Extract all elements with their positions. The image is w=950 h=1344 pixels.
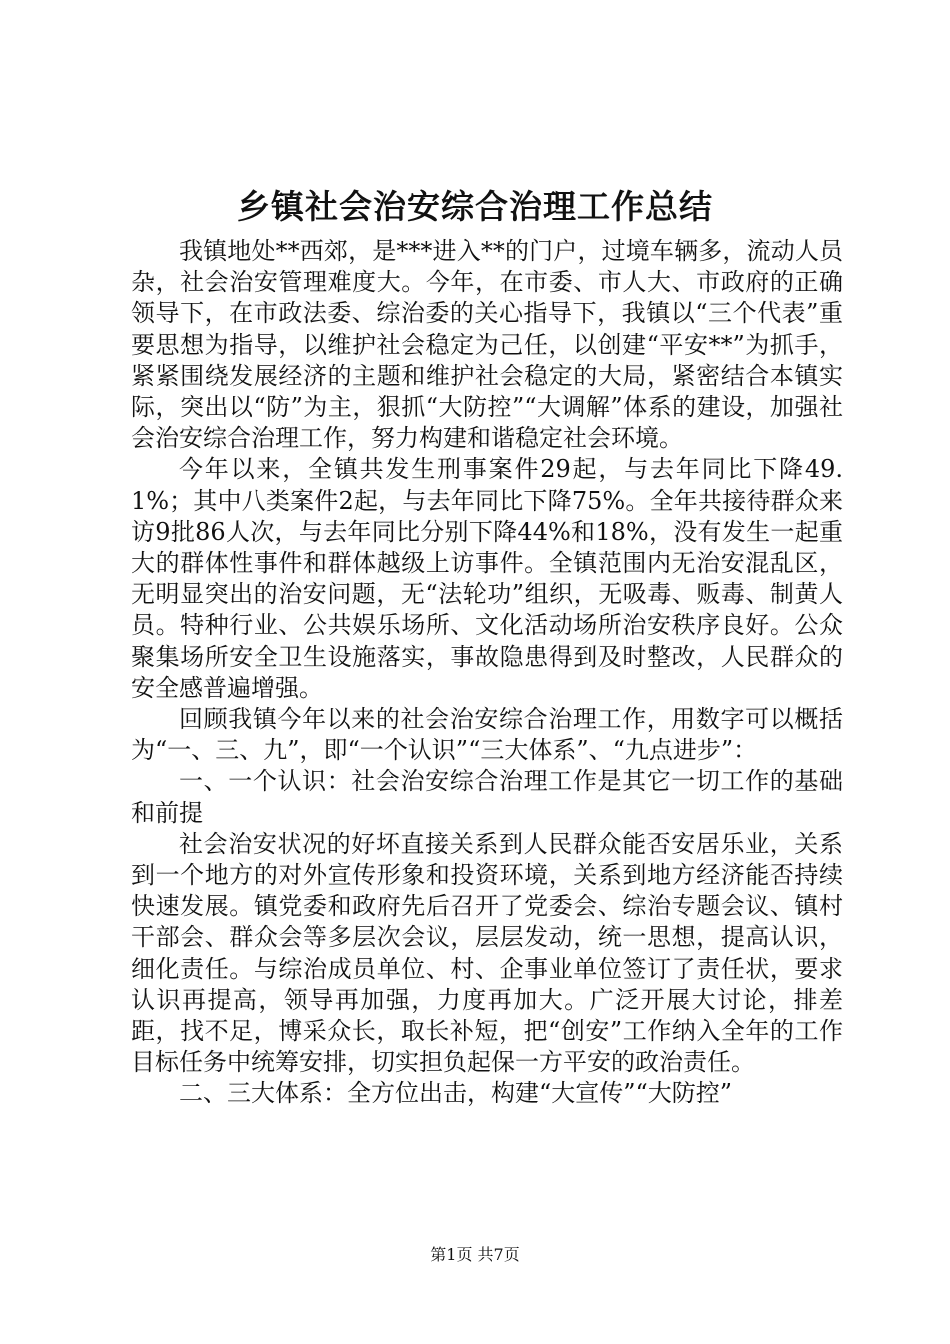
section-heading: 二、三大体系：全方位出击，构建“大宣传”“大防控” [179,1079,733,1108]
paragraph: 回顾我镇今年以来的社会治安综合治理工作，用数字可以概括为“一、三、九”，即“一个认识”“三大体系”、“九点进步”： [131,705,843,765]
paragraph: 我镇地处**西郊，是***进入**的门户，过境车辆多，流动人员杂，社会治安管理难度大。今年，在市委、市人大、市政府的正确领导下，在市政法委、综治委的关心指导下，我镇以“三个代表”重要思想为指导，以维护社会稳定为己任，以创建“平安**”为抓手，紧紧围绕发展经济的主题和维护社会稳定的大局，紧密结合本镇实际，突出以“防”为主，狠抓“大防控”“大调解”体系的建设，加强社会治安综合治理工作，努力构建和谐稳定社会环境。 [131,237,843,453]
section-heading: 一、一个认识：社会治安综合治理工作是其它一切工作的基础和前提 [131,767,843,827]
document-title: 乡镇社会治安综合治理工作总结 [237,187,713,226]
document-body [131,236,843,1110]
paragraph: 今年以来，全镇共发生刑事案件29起，与去年同比下降49.1%；其中八类案件2起，与去年同比下降75%。全年共接待群众来访9批86人次，与去年同比分别下降44%和18%，没有发生一起重大的群体性事件和群体越级上访事件。全镇范围内无治安混乱区，无明显突出的治安问题，无“法轮功”组织，无吸毒、贩毒、制黄人员。特种行业、公共娱乐场所、文化活动场所治安秩序良好。公众聚集场所安全卫生设施落实，事故隐患得到及时整改，人民群众的安全感普遍增强。 [131,455,843,702]
page-number-footer: 第1页 共7页 [430,1245,520,1264]
paragraph: 社会治安状况的好坏直接关系到人民群众能否安居乐业，关系到一个地方的对外宣传形象和投资环境，关系到地方经济能否持续快速发展。镇党委和政府先后召开了党委会、综治专题会议、镇村干部会、群众会等多层次会议，层层发动，统一思想，提高认识，细化责任。与综治成员单位、村、企事业单位签订了责任状，要求认识再提高，领导再加强，力度再加大。广泛开展大讨论，排差距，找不足，博采众长，取长补短，把“创安”工作纳入全年的工作目标任务中统筹安排，切实担负起保一方平安的政治责任。 [131,829,843,1077]
